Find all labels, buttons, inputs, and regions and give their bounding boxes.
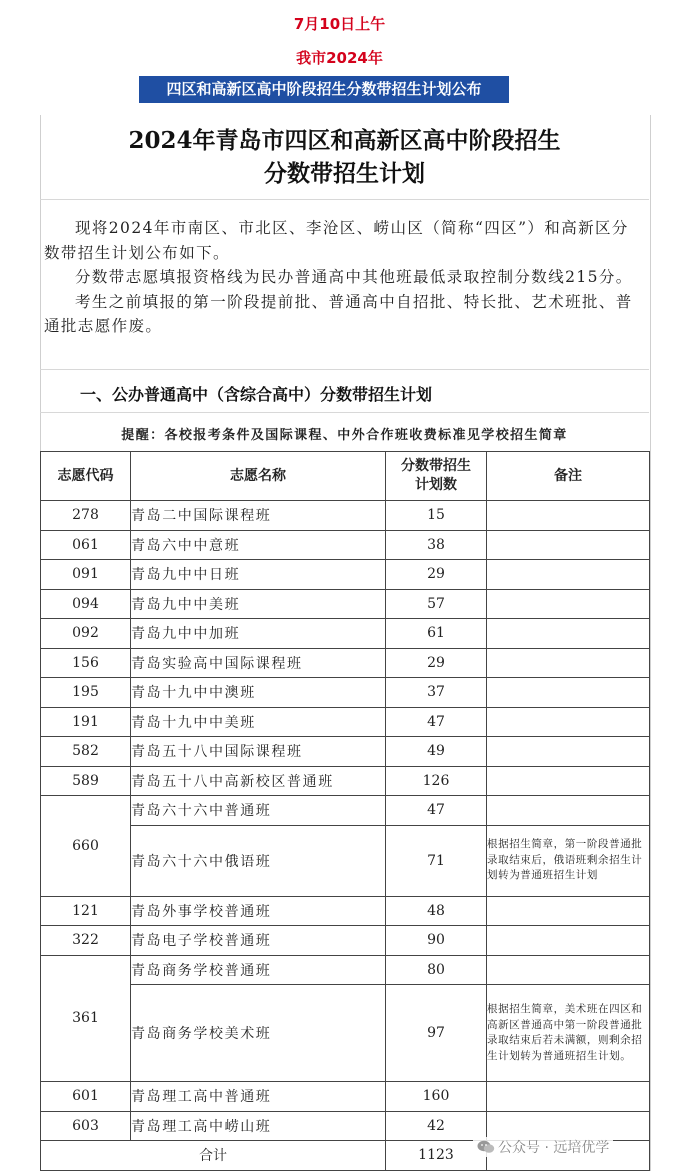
table-row bbox=[41, 955, 650, 985]
table-row bbox=[41, 985, 650, 1082]
table-row bbox=[41, 501, 650, 531]
cell-note bbox=[487, 707, 650, 737]
headline-banner: 四区和高新区高中阶段招生分数带招生计划公布 bbox=[139, 76, 509, 103]
table-row bbox=[41, 737, 650, 767]
cell-note bbox=[487, 648, 650, 678]
header-code: 志愿代码 bbox=[41, 452, 131, 501]
divider bbox=[40, 199, 649, 200]
cell-plan: 29 bbox=[386, 560, 487, 590]
header-note: 备注 bbox=[487, 452, 650, 501]
cell-name: 青岛五十八中高新校区普通班 bbox=[131, 766, 386, 796]
reminder-note: 提醒：各校报考条件及国际课程、中外合作班收费标准见学校招生简章 bbox=[121, 428, 568, 443]
divider bbox=[40, 412, 649, 413]
document-title-line1: 2024年青岛市四区和高新区高中阶段招生 bbox=[128, 127, 561, 154]
cell-code: 092 bbox=[41, 619, 131, 649]
cell-note bbox=[487, 896, 650, 926]
city-year-heading: 我市2024年 bbox=[296, 49, 383, 67]
cell-plan: 49 bbox=[386, 737, 487, 767]
cell-code: 091 bbox=[41, 560, 131, 590]
cell-code: 156 bbox=[41, 648, 131, 678]
table-row bbox=[41, 796, 650, 826]
cell-plan: 61 bbox=[386, 619, 487, 649]
cell-plan: 57 bbox=[386, 589, 487, 619]
cell-note bbox=[487, 796, 650, 826]
cell-code: 121 bbox=[41, 896, 131, 926]
cell-code: 191 bbox=[41, 707, 131, 737]
document-title-line2: 分数带招生计划 bbox=[264, 160, 425, 187]
cell-plan: 37 bbox=[386, 678, 487, 708]
cell-plan: 47 bbox=[386, 707, 487, 737]
enrollment-plan-table bbox=[40, 451, 650, 1171]
cell-name: 青岛理工高中普通班 bbox=[131, 1082, 386, 1112]
intro-paragraph-2: 分数带志愿填报资格线为民办普通高中其他班最低录取控制分数线215分。 bbox=[75, 268, 633, 286]
cell-code: 094 bbox=[41, 589, 131, 619]
cell-plan: 38 bbox=[386, 530, 487, 560]
cell-code: 660 bbox=[41, 796, 131, 897]
cell-plan: 80 bbox=[386, 955, 487, 985]
watermark-text: 公众号 · 远培优学 bbox=[498, 1140, 610, 1156]
cell-code: 322 bbox=[41, 926, 131, 956]
cell-plan: 42 bbox=[386, 1111, 487, 1141]
cell-plan: 15 bbox=[386, 501, 487, 531]
cell-name: 青岛实验高中国际课程班 bbox=[131, 648, 386, 678]
table-row bbox=[41, 619, 650, 649]
cell-note bbox=[487, 678, 650, 708]
cell-plan: 126 bbox=[386, 766, 487, 796]
header-plan-line2: 计划数 bbox=[415, 477, 457, 493]
header-plan-line1: 分数带招生 bbox=[401, 458, 471, 474]
cell-name: 青岛六十六中普通班 bbox=[131, 796, 386, 826]
total-value: 1123 bbox=[386, 1141, 487, 1171]
cell-note bbox=[487, 560, 650, 590]
cell-note bbox=[487, 926, 650, 956]
cell-code: 603 bbox=[41, 1111, 131, 1141]
cell-code: 582 bbox=[41, 737, 131, 767]
cell-name: 青岛六十六中俄语班 bbox=[131, 825, 386, 896]
cell-note: 根据招生简章，美术班在四区和高新区普通高中第一阶段普通批录取结束后若未满额，则剩余招生计划转为普通班招生计划。 bbox=[487, 985, 650, 1082]
header-name: 志愿名称 bbox=[131, 452, 386, 501]
cell-code: 601 bbox=[41, 1082, 131, 1112]
table-row bbox=[41, 926, 650, 956]
table-row bbox=[41, 896, 650, 926]
cell-code: 278 bbox=[41, 501, 131, 531]
cell-plan: 29 bbox=[386, 648, 487, 678]
cell-name: 青岛五十八中国际课程班 bbox=[131, 737, 386, 767]
total-label: 合计 bbox=[41, 1141, 386, 1171]
cell-note: 根据招生简章，第一阶段普通批录取结束后，俄语班剩余招生计划转为普通班招生计划 bbox=[487, 825, 650, 896]
cell-note bbox=[487, 1082, 650, 1112]
section-title: 一、公办普通高中（含综合高中）分数带招生计划 bbox=[80, 385, 433, 404]
cell-plan: 97 bbox=[386, 985, 487, 1082]
cell-note bbox=[487, 619, 650, 649]
cell-plan: 48 bbox=[386, 896, 487, 926]
cell-note bbox=[487, 766, 650, 796]
watermark bbox=[473, 1137, 613, 1157]
wechat-icon bbox=[477, 1140, 495, 1154]
cell-name: 青岛九中中美班 bbox=[131, 589, 386, 619]
table-row bbox=[41, 825, 650, 896]
cell-plan: 160 bbox=[386, 1082, 487, 1112]
cell-plan: 90 bbox=[386, 926, 487, 956]
table-row bbox=[41, 560, 650, 590]
intro-paragraph-3: 考生之前填报的第一阶段提前批、普通高中自招批、特长批、艺术班批、普通批志愿作废。 bbox=[44, 292, 633, 335]
table-row bbox=[41, 530, 650, 560]
cell-name: 青岛电子学校普通班 bbox=[131, 926, 386, 956]
date-heading: 7月10日上午 bbox=[293, 15, 386, 33]
cell-code: 589 bbox=[41, 766, 131, 796]
table-row bbox=[41, 707, 650, 737]
table-row bbox=[41, 1082, 650, 1112]
cell-name: 青岛二中国际课程班 bbox=[131, 501, 386, 531]
intro-paragraph-1: 现将2024年市南区、市北区、李沧区、崂山区（简称“四区”）和高新区分数带招生计划公布如下。 bbox=[44, 219, 629, 262]
cell-note bbox=[487, 737, 650, 767]
cell-note bbox=[487, 589, 650, 619]
cell-name: 青岛商务学校美术班 bbox=[131, 985, 386, 1082]
cell-code: 195 bbox=[41, 678, 131, 708]
cell-plan: 47 bbox=[386, 796, 487, 826]
table-header-row bbox=[41, 452, 650, 501]
cell-plan: 71 bbox=[386, 825, 487, 896]
divider bbox=[40, 369, 649, 370]
cell-note bbox=[487, 955, 650, 985]
cell-name: 青岛九中中加班 bbox=[131, 619, 386, 649]
table-row bbox=[41, 648, 650, 678]
cell-name: 青岛理工高中崂山班 bbox=[131, 1111, 386, 1141]
cell-name: 青岛九中中日班 bbox=[131, 560, 386, 590]
cell-code: 361 bbox=[41, 955, 131, 1082]
cell-name: 青岛六中中意班 bbox=[131, 530, 386, 560]
table-row bbox=[41, 678, 650, 708]
intro-text bbox=[44, 216, 639, 339]
cell-note bbox=[487, 530, 650, 560]
header-plan bbox=[386, 452, 487, 501]
cell-name: 青岛十九中中澳班 bbox=[131, 678, 386, 708]
table-row bbox=[41, 766, 650, 796]
cell-name: 青岛十九中中美班 bbox=[131, 707, 386, 737]
table-row bbox=[41, 589, 650, 619]
cell-name: 青岛外事学校普通班 bbox=[131, 896, 386, 926]
document-title bbox=[40, 124, 649, 190]
cell-name: 青岛商务学校普通班 bbox=[131, 955, 386, 985]
cell-code: 061 bbox=[41, 530, 131, 560]
cell-note bbox=[487, 501, 650, 531]
